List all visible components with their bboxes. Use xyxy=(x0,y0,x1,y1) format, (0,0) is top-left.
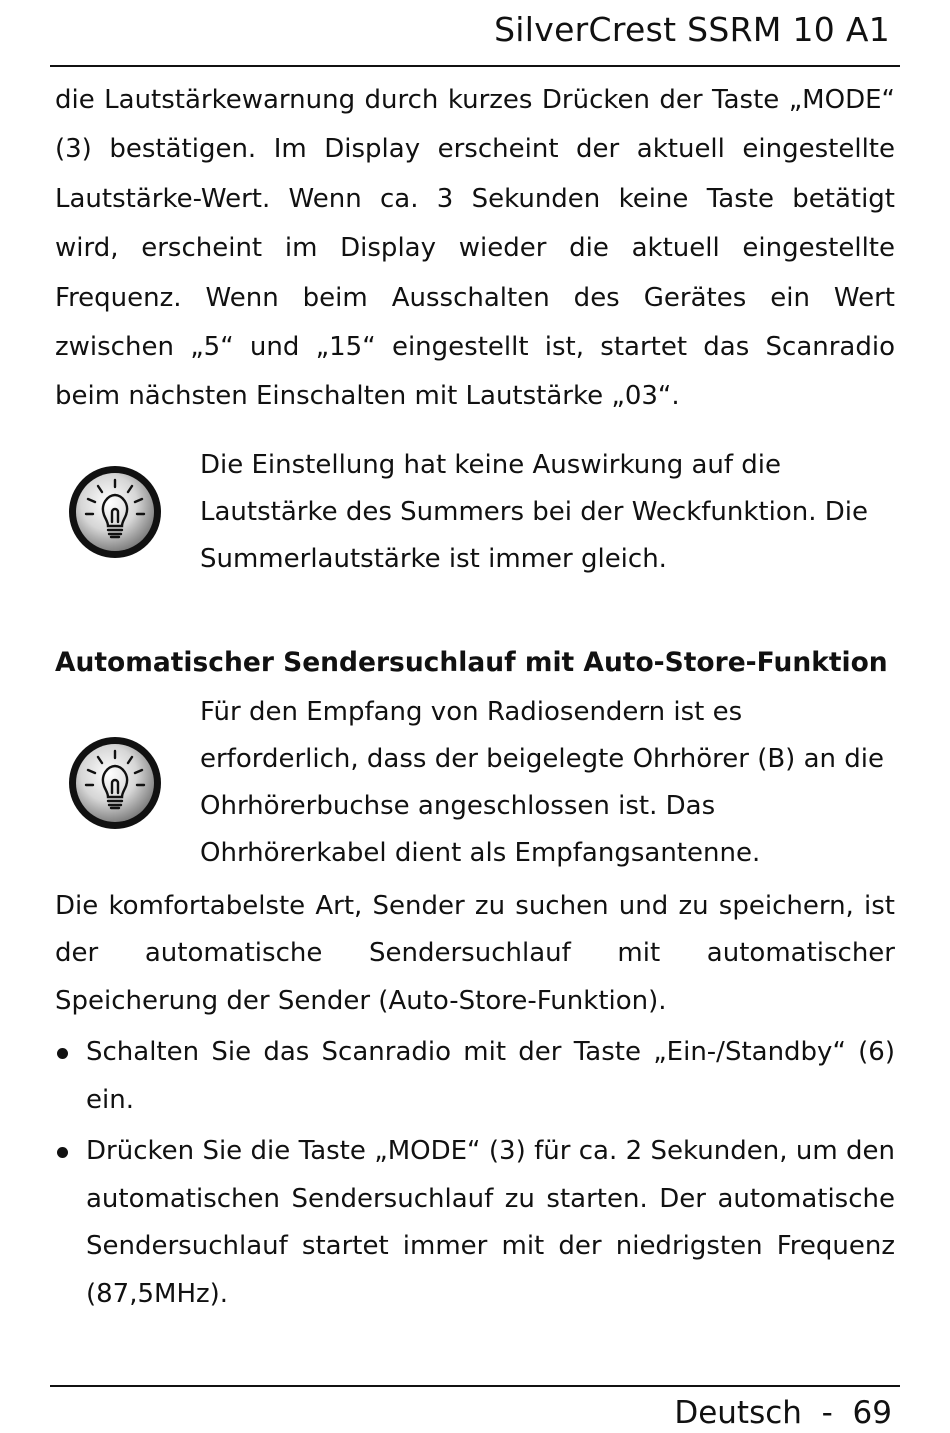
section-heading: Automatischer Sendersuchlauf mit Auto-Store-Funktion xyxy=(55,646,888,678)
page-footer xyxy=(674,1395,892,1431)
page-header-title: SilverCrest SSRM 10 A1 xyxy=(494,10,890,49)
footer-language: Deutsch xyxy=(674,1395,802,1431)
lightbulb-icon xyxy=(65,462,165,562)
footer-rule xyxy=(50,1385,900,1387)
body-paragraph-auto-store: Die komfortabelste Art, Sender zu suchen und zu speichern, ist der automatische Sendersuchlauf mit automatischer Speicherung der Sender (Auto-Store-Funktion). xyxy=(55,890,895,1016)
footer-separator: - xyxy=(821,1395,833,1431)
list-item xyxy=(55,1128,895,1318)
instruction-list xyxy=(55,1029,895,1318)
body-paragraph-volume-warning: die Lautstärkewarnung durch kurzes Drücken der Taste „MODE“ (3) bestätigen. Im Display erscheint der aktuell eingestellte Lautstärke-Wert. Wenn ca. 3 Sekunden keine Taste betätigt wird, erscheint im Display wieder die aktuell eingestellte Frequenz. Wenn beim Ausschalten des Gerätes ein Wert zwischen „5“ und „15“ eingestellt ist, startet das Scanradio beim nächsten Einschalten mit Lautstärke „03“. xyxy=(55,85,895,412)
note-block-antenna xyxy=(55,689,895,877)
bullet-dot xyxy=(57,1048,68,1059)
note-text-buzzer: Die Einstellung hat keine Auswirkung auf die Lautstärke des Summers bei der Weckfunktion. Die Summerlautstärke ist immer gleich. xyxy=(200,449,869,574)
page-number: 69 xyxy=(852,1395,892,1431)
lightbulb-icon xyxy=(65,733,165,833)
bullet-dot xyxy=(57,1147,68,1158)
list-item-text: Drücken Sie die Taste „MODE“ (3) für ca. 2 Sekunden, um den automatischen Sendersuchlauf zu starten. Der automatische Sendersuchlauf startet immer mit der niedrigsten Frequenz (87,5MHz). xyxy=(86,1136,895,1309)
note-block-buzzer xyxy=(55,442,895,583)
page-content xyxy=(55,76,895,1318)
header-rule xyxy=(50,65,900,67)
list-item xyxy=(55,1029,895,1124)
note-text-antenna: Für den Empfang von Radiosendern ist es erforderlich, dass der beigelegte Ohrhörer (B) an die Ohrhörerbuchse angeschlossen ist. Das Ohrhörerkabel dient als Empfangsantenne. xyxy=(200,696,884,868)
list-item-text: Schalten Sie das Scanradio mit der Taste „Ein-/Standby“ (6) ein. xyxy=(86,1037,895,1115)
